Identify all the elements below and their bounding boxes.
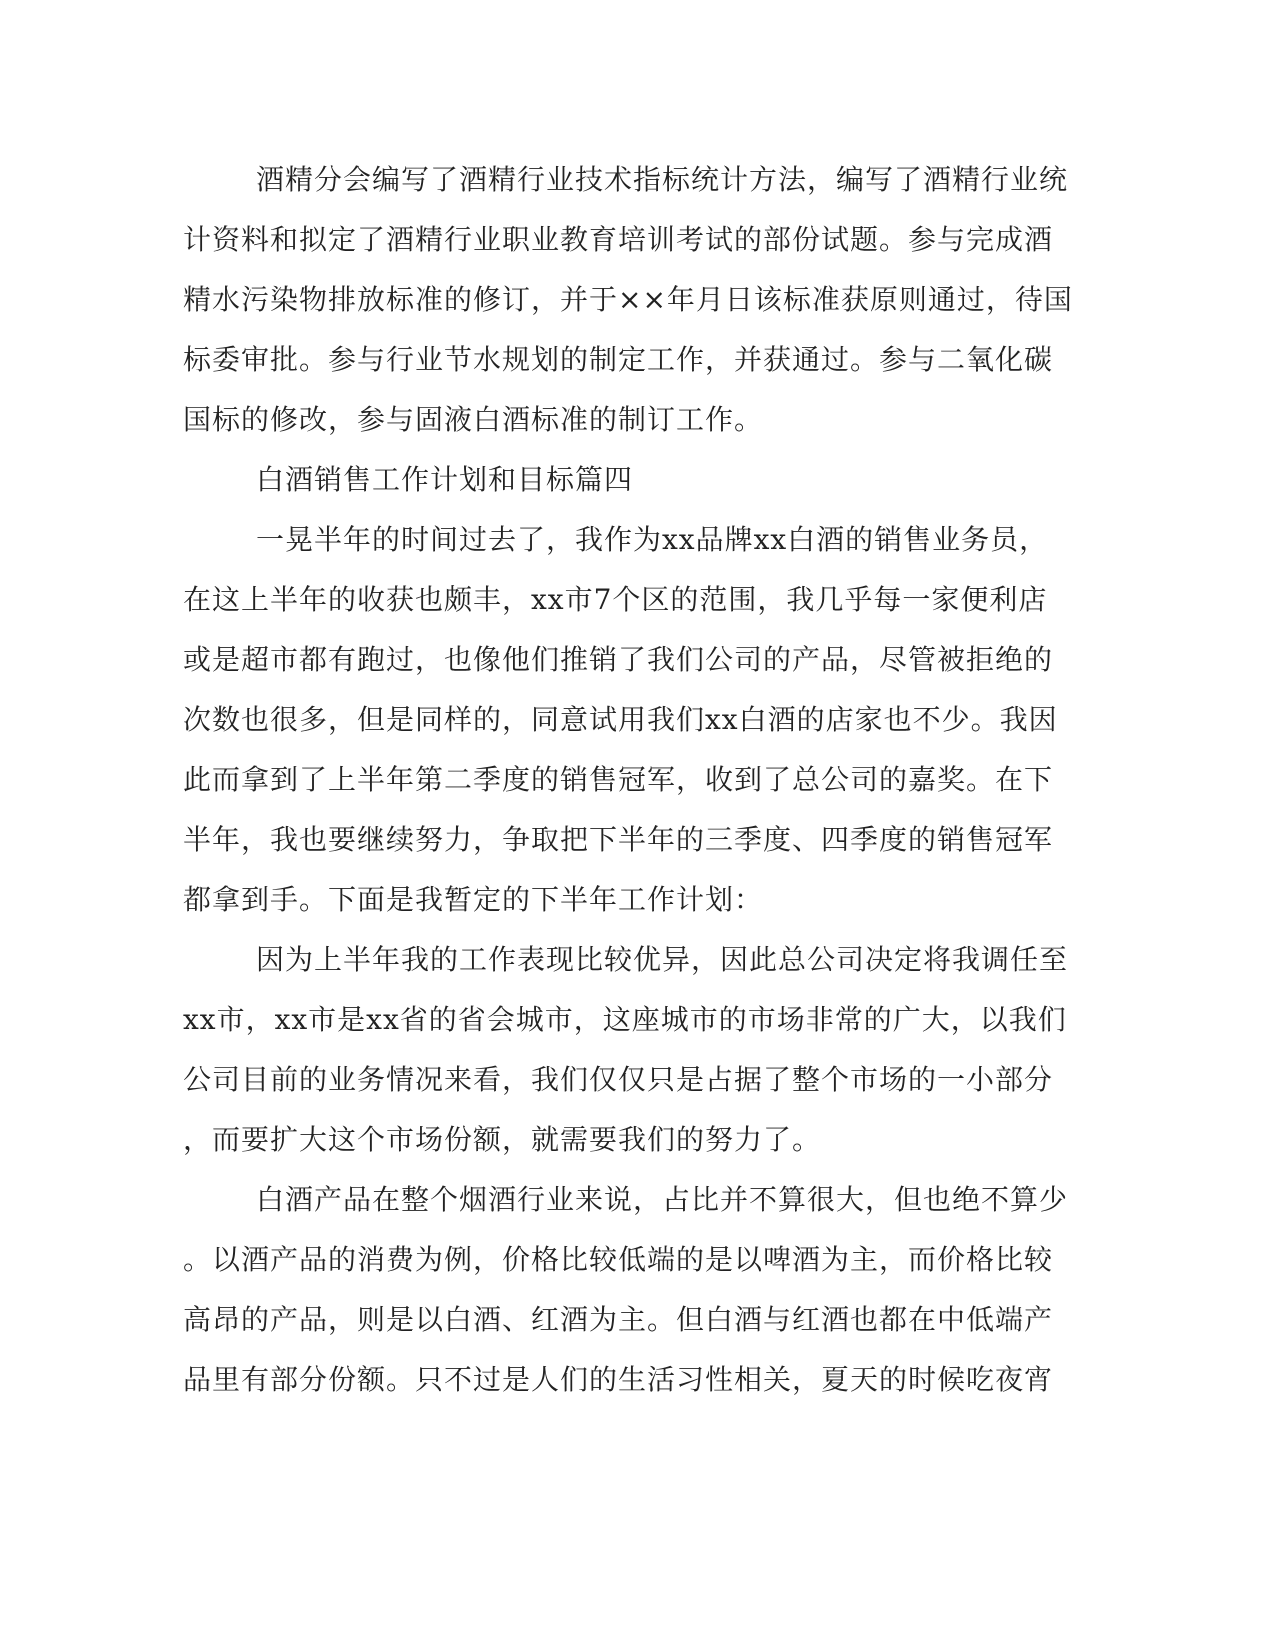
document-body	[183, 150, 1083, 1410]
text-line: 或是超市都有跑过，也像他们推销了我们公司的产品，尽管被拒绝的	[183, 643, 1054, 676]
text-line: ，而要扩大这个市场份额，就需要我们的努力了。	[183, 1123, 822, 1156]
text-line: 高昂的产品，则是以白酒、红酒为主。但白酒与红酒也都在中低端产	[183, 1303, 1054, 1336]
text-line: 白酒产品在整个烟酒行业来说，占比并不算很大，但也绝不算少	[256, 1183, 1069, 1216]
text-line: 次数也很多，但是同样的，同意试用我们xx白酒的店家也不少。我因	[183, 703, 1058, 736]
section-heading: 白酒销售工作计划和目标篇四	[256, 463, 634, 496]
text-line: 公司目前的业务情况来看，我们仅仅只是占据了整个市场的一小部分	[183, 1063, 1054, 1096]
text-line: 国标的修改，参与固液白酒标准的制订工作。	[183, 403, 764, 436]
text-line: 精水污染物排放标准的修订，并于××年月日该标准获原则通过，待国	[183, 283, 1073, 316]
text-line: 半年，我也要继续努力，争取把下半年的三季度、四季度的销售冠军	[183, 823, 1054, 856]
text-line: 品里有部分份额。只不过是人们的生活习性相关，夏天的时候吃夜宵	[183, 1363, 1054, 1396]
text-line: 在这上半年的收获也颇丰，xx市7个区的范围，我几乎每一家便利店	[183, 583, 1048, 616]
text-line: 因为上半年我的工作表现比较优异，因此总公司决定将我调任至	[256, 943, 1069, 976]
text-line: 。以酒产品的消费为例，价格比较低端的是以啤酒为主，而价格比较	[183, 1243, 1054, 1276]
text-line: xx市，xx市是xx省的省会城市，这座城市的市场非常的广大，以我们	[183, 1003, 1067, 1036]
text-line: 计资料和拟定了酒精行业职业教育培训考试的部份试题。参与完成酒	[183, 223, 1054, 256]
text-line: 标委审批。参与行业节水规划的制定工作，并获通过。参与二氧化碳	[183, 343, 1054, 376]
text-line: 一晃半年的时间过去了，我作为xx品牌xx白酒的销售业务员，	[256, 523, 1049, 556]
text-line: 酒精分会编写了酒精行业技术指标统计方法，编写了酒精行业统	[256, 163, 1069, 196]
text-line: 此而拿到了上半年第二季度的销售冠军，收到了总公司的嘉奖。在下	[183, 763, 1054, 796]
text-line: 都拿到手。下面是我暂定的下半年工作计划：	[183, 883, 764, 916]
